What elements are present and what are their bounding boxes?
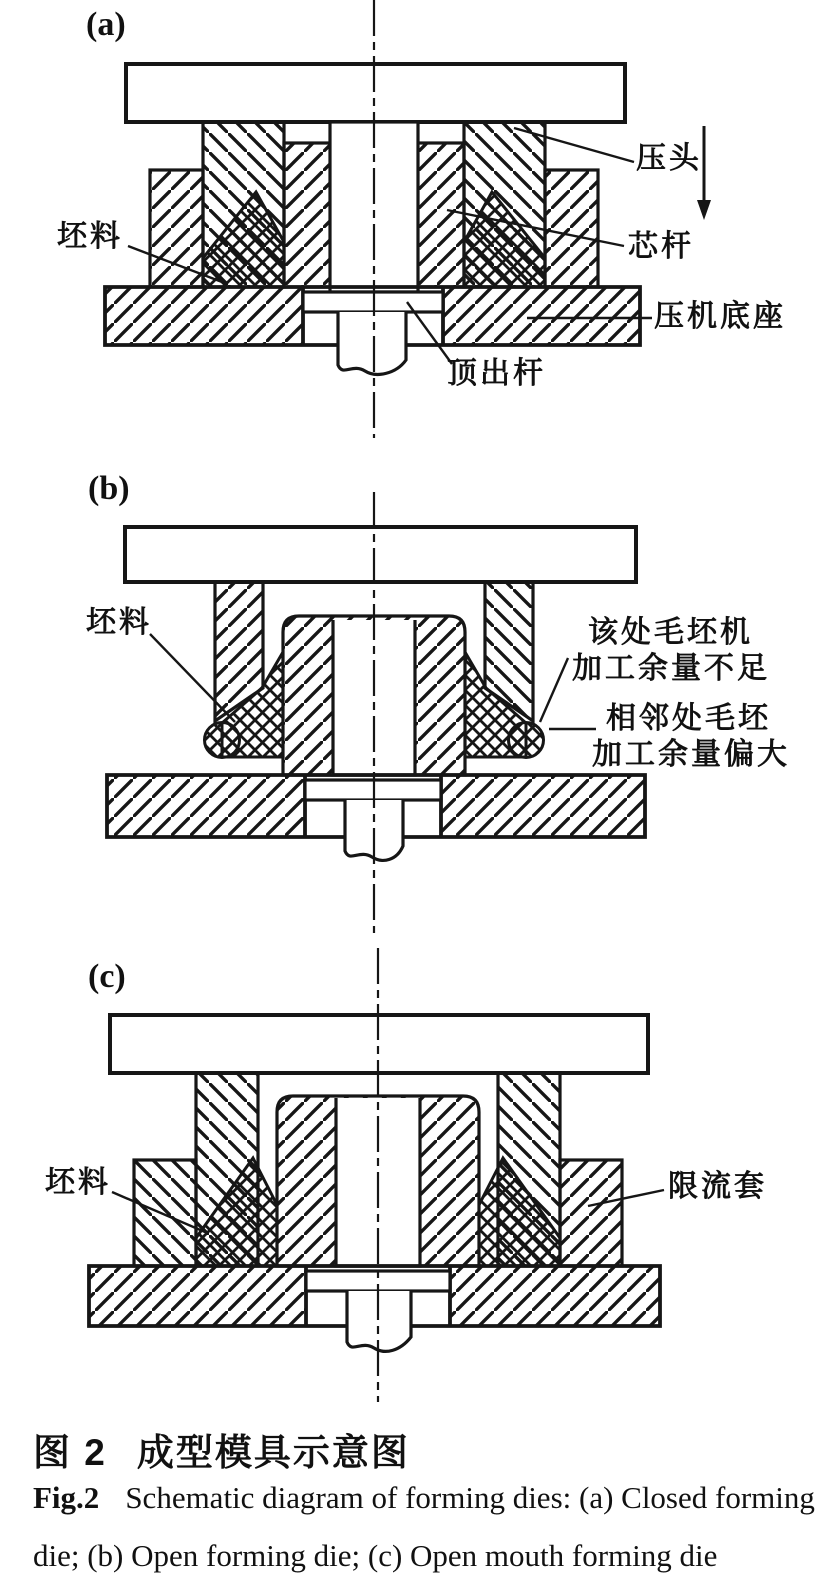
panel-tag-b: (b) <box>88 470 130 507</box>
label-flow-sleeve-c: 限流套 <box>668 1170 767 1203</box>
caption-english-line2: die; (b) Open forming die; (c) Open mouth forming die <box>33 1538 718 1573</box>
press-slab-b <box>125 527 636 582</box>
label-core-rod: 芯杆 <box>628 230 694 263</box>
panel-c <box>89 948 664 1402</box>
panel-tag-a: (a) <box>86 6 126 43</box>
label-press-base: 压机底座 <box>654 300 786 333</box>
label-billet-a: 坯料 <box>57 220 123 253</box>
caption-fig-no-cn: 图 2 <box>33 1432 107 1473</box>
flow-sleeve-left-c <box>134 1160 196 1266</box>
billet-flash-left-b <box>205 723 240 758</box>
label-press-head: 压头 <box>636 142 702 175</box>
ejector-rod-a <box>338 312 406 374</box>
die-block-left-a <box>150 170 203 287</box>
billet-flash-right-b <box>509 723 544 758</box>
label-note2-line1-b: 相邻处毛坯 <box>606 702 771 735</box>
press-slab-a <box>126 64 625 122</box>
caption-fig-no-en: Fig.2 <box>33 1480 100 1515</box>
caption-title-cn: 成型模具示意图 <box>136 1432 410 1473</box>
label-billet-c: 坯料 <box>45 1166 111 1199</box>
caption-en-line1-text: Schematic diagram of forming dies: (a) Closed forming <box>125 1480 815 1515</box>
label-note1-line2-b: 加工余量不足 <box>572 652 770 685</box>
label-note2-line2-b: 加工余量偏大 <box>592 738 790 771</box>
leader-note1-b <box>540 658 568 722</box>
flow-sleeve-right-c <box>560 1160 622 1266</box>
caption-english-line1 <box>33 1480 815 1516</box>
panel-a <box>105 0 711 438</box>
panel-b <box>107 492 645 933</box>
label-ejector-rod: 顶出杆 <box>447 357 546 390</box>
caption-chinese <box>33 1422 410 1476</box>
label-billet-b: 坯料 <box>86 606 152 639</box>
panel-tag-c: (c) <box>88 958 126 995</box>
die-block-right-a <box>545 170 598 287</box>
label-note1-line1-b: 该处毛坯机 <box>588 616 753 649</box>
